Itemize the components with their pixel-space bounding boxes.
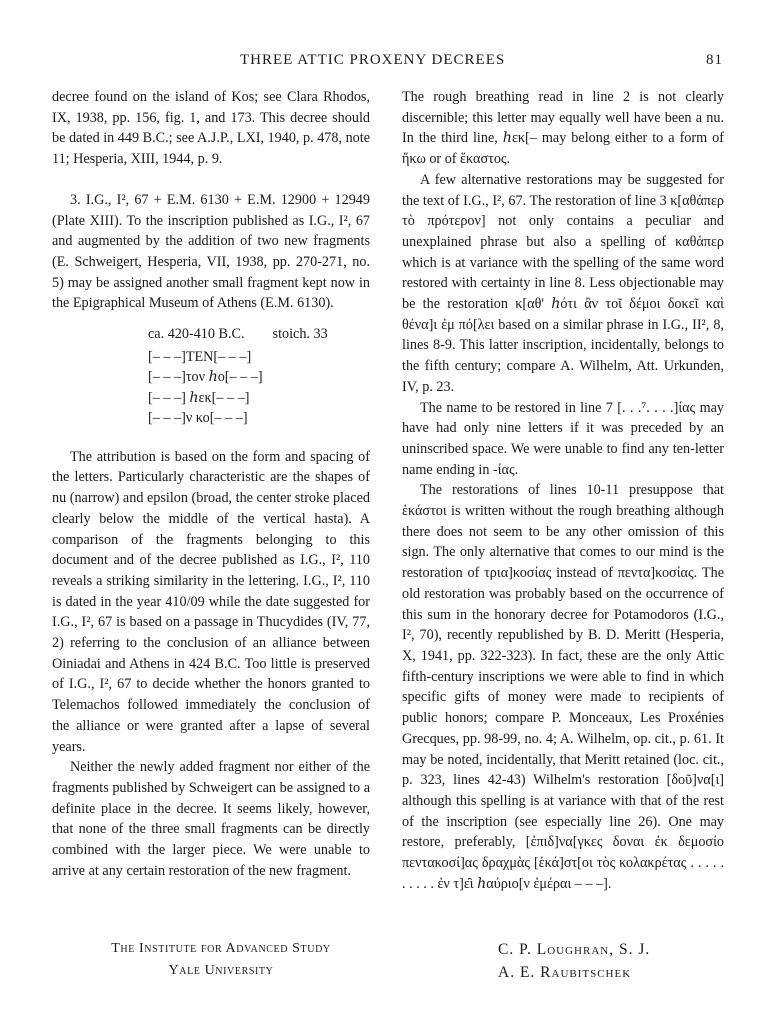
authors	[498, 938, 650, 984]
paragraph: The rough breathing read in line 2 is not clearly discernible; this letter may equally well have been a nu. In the third line, ℎεκ[– may belong either to a form of ἥκω or of ἕκαστος.	[402, 89, 724, 168]
right-column	[402, 87, 724, 894]
inscription-line: [– – –] ℎεκ[– – –]	[148, 389, 250, 406]
author-name: C. P. Loughran, S. J.	[498, 941, 651, 958]
paragraph: The attribution is based on the form and spacing of the letters. Particularly characteristic are the shapes of nu (narrow) and epsilon (broad, the center stroke placed clearly below the middle of the vertical hasta). A comparison of the fragments belonging to this document and of the decree published as I.G., I², 110 reveals a striking similarity in the lettering. I.G., I², 110 is dated in the year 410/09 while the date suggested for I.G., I², 67 is based on a passage in Thucydides (IV, 77, 2) referring to the conclusion of an alliance between Oiniadai and Athens in 424 B.C. Too little is preserved of I.G., I², 67 to decide whether the honors granted to Telemachos followed immediately the conclusion of the alliance or were granted after a lapse of several years.	[52, 448, 370, 755]
page-number: 81	[706, 52, 723, 68]
institutions	[90, 938, 352, 982]
inscription-header	[52, 324, 370, 345]
left-column	[52, 87, 370, 882]
paragraph: decree found on the island of Kos; see Clara Rhodos, IX, 1938, pp. 156, fig. 1, and 173. This decree should be dated in 449 B.C.; see A.J.P., LXI, 1940, p. 478, note 11; Hesperia, XIII, 1944, p. 9.	[52, 89, 371, 168]
paragraph: Neither the newly added fragment nor either of the fragments published by Schweigert can be assigned to a definite place in the decree. It seems likely, however, that none of the three small fragments can be directly combined with the larger piece. We were unable to arrive at any certain restoration of the new fragment.	[52, 759, 370, 879]
institution-name: Yale University	[168, 963, 274, 978]
paragraph: The name to be restored in line 7 [. . .⁷. . . .]ίας may have had only nine letters if it was preceded by an uninscribed space. We were unable to find any ten-letter name ending in -ίας.	[402, 399, 724, 478]
institution-name: The Institute for Advanced Study	[111, 941, 331, 956]
inscription-text	[52, 347, 370, 429]
author-name: A. E. Raubitschek	[498, 964, 632, 981]
inscription-stoich: stoich. 33	[272, 326, 328, 343]
inscription-line: [– – –]TEN[– – –]	[148, 348, 252, 365]
inscription-line: [– – –]τον ℎο[– – –]	[148, 369, 263, 386]
inscription-line: [– – –]ν κο[– – –]	[148, 410, 248, 427]
inscription-date: ca. 420-410 B.C.	[148, 326, 245, 343]
paragraph: A few alternative restorations may be suggested for the text of I.G., I², 67. The restoration of line 3 κ[αθἁπερ τὸ πρότερον] not only contains a peculiar and unexplained phrase but also a spelling of καθἁπερ which is at variance with the spelling of the same word restored with certainty in line 8. Less objectionable may be the restoration κ[αθ' ℎότι ἂν τοῖ δέμοι δοκεῖ καὶ θένα]ι ἐμ πό[λει based on a similar phrase in I.G., II², 8, lines 8-9. This latter inscription, incidentally, belongs to the fifth century; compare A. Wilhelm, Att. Urkunden, IV, p. 23.	[402, 171, 724, 395]
section-3-paragraph: 3. I.G., I², 67 + E.M. 6130 + E.M. 12900 + 12949 (Plate XIII). To the inscription published as I.G., I², 67 and augmented by the addition of two new fragments (E. Schweigert, Hesperia, VII, 1938, pp. 270-271, no. 5) may be assigned another small fragment kept now in the Epigraphical Museum of Athens (E.M. 6130).	[52, 191, 370, 312]
paragraph: The restorations of lines 10-11 presuppose that ἑκάστοι is written without the rough breathing although there does not seem to be any other omission of this sign. The only alternative that comes to our mind is the restoration of τρια]κοσίας instead of πεντα]κοσίας. The old restoration was probably based on the occurrence of this sum in the honorary decree for Potamodoros (I.G., I², 70), recently republished by B. D. Meritt (Hesperia, X, 1941, pp. 322-323). In fact, these are the only Attic fifth-century inscriptions we were able to find in which specific gifts of money were made to recipients of public honors; compare P. Monceaux, Les Proxénies Grecques, pp. 98-99, no. 4; A. Wilhelm, op. cit., p. 61. It may be noted, incidentally, that Meritt retained (loc. cit., p. 323, lines 42-43) Wilhelm's restoration [δοῦ]να[ι] although this spelling is at variance with that of the rest of the inscription (see especially line 26). One may restore, preferably, [ἐπιδ]να[γκες δοναι ἐκ δεμοσίο πεντακοσί]ας δραχμὰς [ἑκά]στ[οι τὸς κολακρέτας . . . . . . . . . . ἐν τ]ε̑ι ℎαύριο[ν ἐμέραι – – –].	[402, 482, 724, 892]
running-head-title: THREE ATTIC PROXENY DECREES	[240, 52, 506, 68]
